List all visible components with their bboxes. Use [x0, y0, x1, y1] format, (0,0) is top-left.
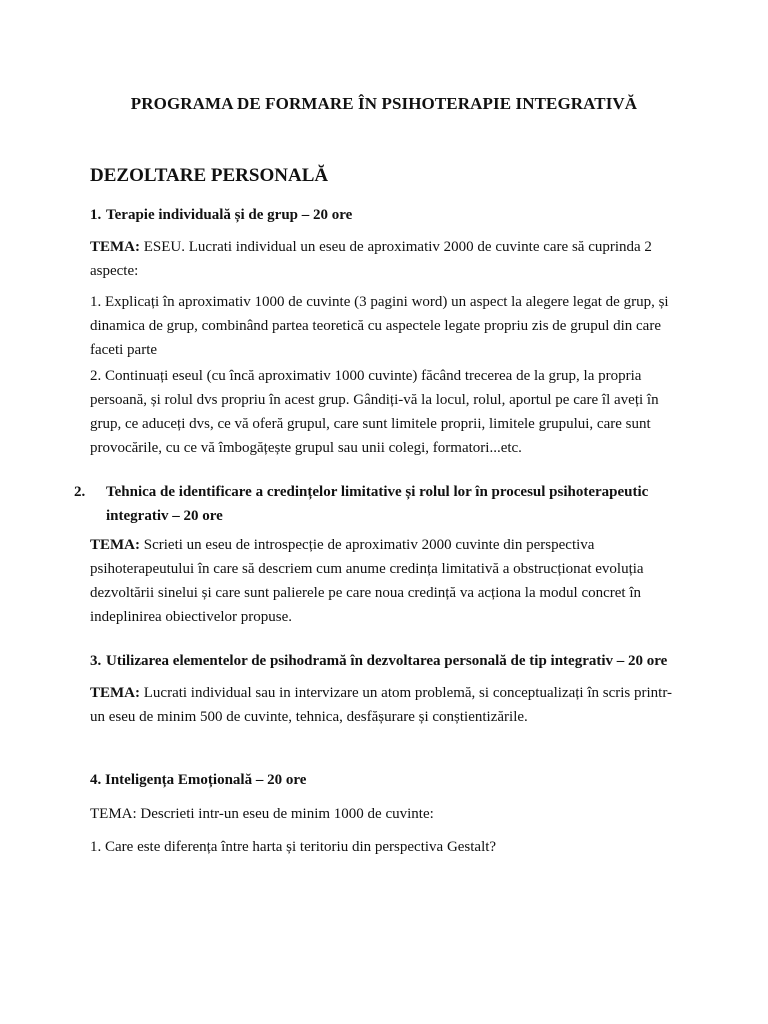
module-3	[90, 649, 682, 673]
module-heading-text: Terapie individuală și de grup – 20 ore	[106, 207, 353, 223]
module-4-tema	[90, 802, 682, 826]
tema-text: Scrieti un eseu de introspecție de aproximativ 2000 cuvinte din perspectiva psihoterapeutului în care să descriem cum anume credința limitativă a obstrucționat evoluția dezvoltării sinelui și care sunt palierele pe care noua credință va acționa la modul concret în indeplinirea obiectivelor propuse.	[90, 537, 644, 625]
module-heading	[74, 480, 682, 528]
module-2-tema	[90, 533, 682, 629]
module-2	[74, 480, 682, 528]
tema-text: Lucrati individual sau in intervizare un atom problemă, si conceptualizați în scris printr-un eseu de minim 500 de cuvinte, tehnica, desfășurare și conștientizările.	[90, 685, 673, 725]
module-4	[90, 768, 682, 792]
module-4-point-1	[90, 835, 682, 859]
point-text: 1. Explicați în aproximativ 1000 de cuvinte (3 pagini word) un aspect la alegere legat de grup, și dinamica de grup, combinând partea teoretică cu aspectele legate propriu zis de grupul din care faceti parte	[90, 294, 669, 358]
module-heading-text: Utilizarea elementelor de psihodramă în dezvoltarea personală de tip integrativ – 20 ore	[106, 653, 668, 669]
tema-label: TEMA:	[90, 685, 140, 701]
module-1	[90, 203, 682, 227]
module-heading-text: 4. Inteligența Emoțională – 20 ore	[90, 772, 307, 788]
module-heading	[90, 649, 682, 673]
module-heading-text: Tehnica de identificare a credințelor limitative și rolul lor în procesul psihoterapeutic integrativ – 20 ore	[106, 484, 649, 524]
document-title: PROGRAMA DE FORMARE ÎN PSIHOTERAPIE INTEGRATIVĂ	[130, 94, 638, 113]
section-title: DEZOLTARE PERSONALĂ	[90, 165, 329, 186]
module-number: 1.	[90, 207, 102, 223]
point-text: 2. Continuați eseul (cu încă aproximativ 1000 cuvinte) făcând trecerea de la grup, la propria persoană, și rolul dvs propriu în acest grup. Gândiți-vă la locul, rolul, aportul pe care îl aveți în grup, ce aduceți dvs, ce vă oferă grupul, care sunt limitele proprii, limitele grupului, care sunt provocările, cu ce vă îmbogățește grupul sau unii colegi, formatori...etc.	[90, 368, 659, 456]
tema-label: TEMA:	[90, 537, 140, 553]
module-3-tema	[90, 681, 682, 729]
module-heading	[90, 203, 682, 227]
tema-text: ESEU. Lucrati individual un eseu de aproximativ 2000 de cuvinte care să cuprinda 2 aspecte:	[90, 239, 652, 279]
point-text: 1. Care este diferența între harta și teritoriu din perspectiva Gestalt?	[90, 839, 497, 855]
module-number: 2.	[74, 484, 86, 500]
tema-line: TEMA: Descrieti intr-un eseu de minim 1000 de cuvinte:	[90, 806, 434, 822]
module-1-tema	[90, 235, 682, 283]
module-1-point-2	[90, 364, 682, 460]
module-number: 3.	[90, 653, 102, 669]
tema-label: TEMA:	[90, 239, 140, 255]
module-1-point-1	[90, 290, 682, 362]
